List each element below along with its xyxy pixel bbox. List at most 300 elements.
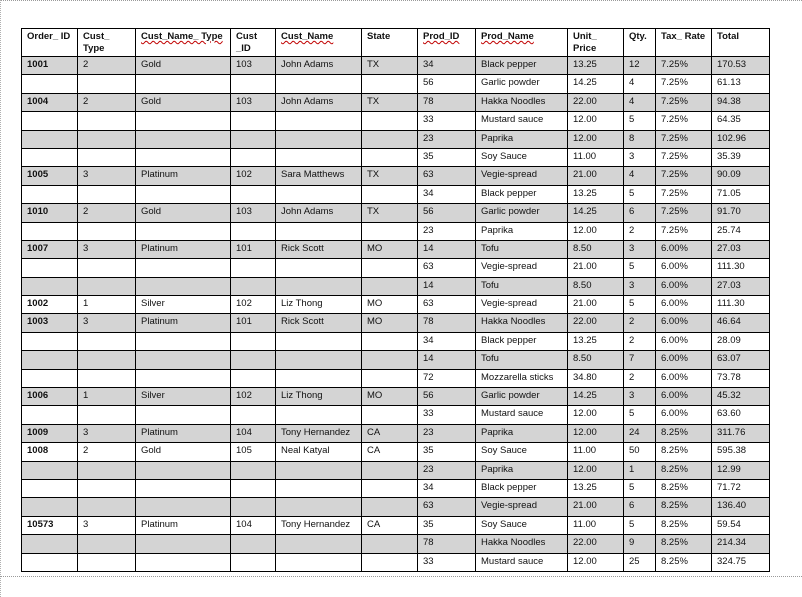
table-cell: 90.09	[712, 167, 770, 185]
table-row	[22, 369, 770, 387]
table-row	[22, 443, 770, 461]
table-cell: 63	[418, 296, 476, 314]
table-cell	[276, 185, 362, 203]
table-cell: 21.00	[568, 296, 624, 314]
table-cell: 35.39	[712, 148, 770, 166]
table-cell: 6.00%	[656, 406, 712, 424]
table-cell: 104	[231, 424, 276, 442]
table-cell: 3	[624, 277, 656, 295]
table-cell: 7.25%	[656, 148, 712, 166]
table-cell: 33	[418, 553, 476, 571]
table-row	[22, 259, 770, 277]
table-cell	[362, 461, 418, 479]
table-cell: 34	[418, 332, 476, 350]
table-cell	[362, 148, 418, 166]
table-row	[22, 461, 770, 479]
table-cell: Platinum	[136, 424, 231, 442]
table-cell: 23	[418, 222, 476, 240]
table-cell	[78, 277, 136, 295]
table-cell: MO	[362, 314, 418, 332]
table-cell: 103	[231, 204, 276, 222]
table-cell: 78	[418, 535, 476, 553]
table-cell: 45.32	[712, 388, 770, 406]
table-cell: 63.60	[712, 406, 770, 424]
page-top-border	[0, 0, 802, 1]
table-cell	[78, 130, 136, 148]
page-left-border	[0, 0, 1, 597]
table-cell: 2	[78, 204, 136, 222]
table-cell: 101	[231, 314, 276, 332]
table-cell: John Adams	[276, 57, 362, 75]
table-cell	[231, 351, 276, 369]
table-row	[22, 296, 770, 314]
table-cell	[136, 553, 231, 571]
table-cell: 12	[624, 57, 656, 75]
table-cell: Paprika	[476, 424, 568, 442]
table-cell: 59.54	[712, 516, 770, 534]
table-cell	[78, 332, 136, 350]
table-cell: 101	[231, 240, 276, 258]
table-cell: 11.00	[568, 148, 624, 166]
table-cell: Black pepper	[476, 185, 568, 203]
table-cell: 4	[624, 93, 656, 111]
table-row	[22, 148, 770, 166]
table-row	[22, 516, 770, 534]
table-cell: 9	[624, 535, 656, 553]
table-cell: 3	[78, 314, 136, 332]
table-cell: 102	[231, 167, 276, 185]
table-row	[22, 498, 770, 516]
table-cell: 3	[624, 148, 656, 166]
table-cell: 11.00	[568, 443, 624, 461]
table-cell	[22, 498, 78, 516]
table-cell: 6.00%	[656, 388, 712, 406]
table-cell: 1006	[22, 388, 78, 406]
table-cell: 13.25	[568, 185, 624, 203]
table-cell	[231, 148, 276, 166]
table-cell	[362, 259, 418, 277]
table-cell	[22, 185, 78, 203]
table-cell: 7	[624, 351, 656, 369]
table-cell	[362, 498, 418, 516]
table-cell	[362, 553, 418, 571]
table-cell: CA	[362, 516, 418, 534]
table-cell: Black pepper	[476, 332, 568, 350]
table-cell	[22, 535, 78, 553]
table-cell: Gold	[136, 204, 231, 222]
table-cell: Garlic powder	[476, 388, 568, 406]
table-cell: Soy Sauce	[476, 443, 568, 461]
table-cell: 5	[624, 259, 656, 277]
table-cell: 34	[418, 185, 476, 203]
table-cell	[362, 75, 418, 93]
table-cell	[22, 130, 78, 148]
table-cell: 8.25%	[656, 535, 712, 553]
table-cell	[231, 277, 276, 295]
table-cell: 12.00	[568, 222, 624, 240]
table-cell	[362, 277, 418, 295]
table-cell: 1	[624, 461, 656, 479]
table-cell: Mozzarella sticks	[476, 369, 568, 387]
table-cell: 35	[418, 516, 476, 534]
table-cell: TX	[362, 167, 418, 185]
table-row	[22, 204, 770, 222]
table-cell: 35	[418, 443, 476, 461]
table-cell	[276, 535, 362, 553]
table-cell: 34	[418, 57, 476, 75]
table-cell: 1001	[22, 57, 78, 75]
table-cell: 104	[231, 516, 276, 534]
table-cell: 6	[624, 204, 656, 222]
table-cell: 94.38	[712, 93, 770, 111]
table-cell	[276, 75, 362, 93]
table-cell: 7.25%	[656, 130, 712, 148]
table-cell	[231, 479, 276, 497]
table-cell: 1003	[22, 314, 78, 332]
table-cell: CA	[362, 424, 418, 442]
table-cell: 6.00%	[656, 369, 712, 387]
table-cell: 4	[624, 75, 656, 93]
table-cell: Tofu	[476, 240, 568, 258]
table-cell: 72	[418, 369, 476, 387]
table-cell: Tofu	[476, 277, 568, 295]
column-header: Cust_ Type	[78, 29, 136, 57]
table-cell: 14	[418, 240, 476, 258]
table-cell	[136, 277, 231, 295]
table-cell: Liz Thong	[276, 296, 362, 314]
table-cell: 25	[624, 553, 656, 571]
table-row	[22, 167, 770, 185]
table-row	[22, 240, 770, 258]
table-row	[22, 75, 770, 93]
table-cell	[22, 332, 78, 350]
table-cell: 63	[418, 259, 476, 277]
table-cell: Mustard sauce	[476, 553, 568, 571]
table-cell: Mustard sauce	[476, 406, 568, 424]
table-cell: Tony Hernandez	[276, 424, 362, 442]
table-cell: 21.00	[568, 259, 624, 277]
table-cell: 5	[624, 516, 656, 534]
table-cell	[136, 461, 231, 479]
table-cell: 12.00	[568, 112, 624, 130]
table-cell: 7.25%	[656, 167, 712, 185]
table-cell: 14	[418, 277, 476, 295]
table-cell: 12.00	[568, 406, 624, 424]
table-cell: 6.00%	[656, 259, 712, 277]
table-cell: Hakka Noodles	[476, 314, 568, 332]
table-cell	[78, 461, 136, 479]
table-cell: Tony Hernandez	[276, 516, 362, 534]
table-cell: 2	[78, 443, 136, 461]
table-cell: Soy Sauce	[476, 148, 568, 166]
table-cell	[362, 369, 418, 387]
table-cell: 8.25%	[656, 498, 712, 516]
table-cell: 14.25	[568, 75, 624, 93]
table-cell: John Adams	[276, 93, 362, 111]
table-cell	[276, 406, 362, 424]
table-cell: 28.09	[712, 332, 770, 350]
table-cell: 6	[624, 498, 656, 516]
table-cell: 11.00	[568, 516, 624, 534]
table-cell: 3	[78, 240, 136, 258]
table-cell	[136, 75, 231, 93]
column-header: Total	[712, 29, 770, 57]
table-cell: Sara Matthews	[276, 167, 362, 185]
table-cell: Neal Katyal	[276, 443, 362, 461]
table-cell: 8.50	[568, 351, 624, 369]
table-cell	[22, 112, 78, 130]
table-cell: 102.96	[712, 130, 770, 148]
table-cell: 34	[418, 479, 476, 497]
table-cell: 6.00%	[656, 351, 712, 369]
table-row	[22, 535, 770, 553]
table-cell	[22, 75, 78, 93]
table-row	[22, 130, 770, 148]
table-cell: TX	[362, 204, 418, 222]
table-cell: 8.50	[568, 240, 624, 258]
page-bottom-border	[0, 576, 802, 577]
table-cell: 1002	[22, 296, 78, 314]
table-cell: 22.00	[568, 535, 624, 553]
table-cell	[231, 498, 276, 516]
table-cell: 5	[624, 185, 656, 203]
table-cell	[276, 369, 362, 387]
column-header: Cust_Name_ Type	[136, 29, 231, 57]
table-cell	[362, 535, 418, 553]
table-cell: Platinum	[136, 167, 231, 185]
orders-table	[21, 28, 770, 572]
table-cell: Silver	[136, 388, 231, 406]
table-cell	[78, 148, 136, 166]
table-cell: Platinum	[136, 240, 231, 258]
column-header: Unit_ Price	[568, 29, 624, 57]
table-cell: 3	[78, 424, 136, 442]
table-cell: 8.25%	[656, 424, 712, 442]
table-cell	[231, 461, 276, 479]
table-cell: 64.35	[712, 112, 770, 130]
column-header: State	[362, 29, 418, 57]
table-cell: 7.25%	[656, 75, 712, 93]
table-cell	[78, 75, 136, 93]
table-cell	[276, 148, 362, 166]
column-header: Prod_Name	[476, 29, 568, 57]
table-cell: Rick Scott	[276, 240, 362, 258]
table-cell: Hakka Noodles	[476, 535, 568, 553]
table-cell	[78, 406, 136, 424]
table-cell: 136.40	[712, 498, 770, 516]
table-cell	[362, 130, 418, 148]
table-cell: 14	[418, 351, 476, 369]
table-cell: 73.78	[712, 369, 770, 387]
table-cell: 5	[624, 479, 656, 497]
table-row	[22, 222, 770, 240]
table-cell: 71.72	[712, 479, 770, 497]
table-cell: 2	[78, 93, 136, 111]
table-cell: 91.70	[712, 204, 770, 222]
table-cell: 5	[624, 296, 656, 314]
table-cell	[136, 332, 231, 350]
table-cell	[276, 277, 362, 295]
table-cell: 3	[78, 167, 136, 185]
table-cell: 22.00	[568, 93, 624, 111]
table-cell: 8.25%	[656, 443, 712, 461]
table-cell: 35	[418, 148, 476, 166]
table-cell: 7.25%	[656, 185, 712, 203]
table-row	[22, 93, 770, 111]
table-cell	[78, 535, 136, 553]
table-cell	[136, 222, 231, 240]
table-cell: 8	[624, 130, 656, 148]
table-cell: Paprika	[476, 461, 568, 479]
table-cell: 8.50	[568, 277, 624, 295]
table-cell	[136, 535, 231, 553]
table-cell: Rick Scott	[276, 314, 362, 332]
table-cell	[231, 406, 276, 424]
table-cell	[362, 332, 418, 350]
table-cell: 78	[418, 314, 476, 332]
table-cell: Paprika	[476, 130, 568, 148]
table-cell: 27.03	[712, 277, 770, 295]
table-cell: 12.99	[712, 461, 770, 479]
table-cell	[136, 259, 231, 277]
table-cell: 78	[418, 93, 476, 111]
table-cell	[78, 222, 136, 240]
table-row	[22, 314, 770, 332]
table-cell	[136, 148, 231, 166]
column-header: Tax_ Rate	[656, 29, 712, 57]
table-cell: Silver	[136, 296, 231, 314]
table-cell: 102	[231, 388, 276, 406]
table-cell	[22, 369, 78, 387]
table-cell: Paprika	[476, 222, 568, 240]
table-cell: Platinum	[136, 314, 231, 332]
table-cell	[136, 406, 231, 424]
table-cell	[362, 222, 418, 240]
table-cell	[136, 185, 231, 203]
table-cell: 33	[418, 112, 476, 130]
table-cell	[22, 351, 78, 369]
table-cell	[231, 75, 276, 93]
table-row	[22, 406, 770, 424]
table-cell: MO	[362, 240, 418, 258]
table-cell	[22, 277, 78, 295]
table-cell: Gold	[136, 443, 231, 461]
table-cell	[231, 259, 276, 277]
table-cell: Hakka Noodles	[476, 93, 568, 111]
table-cell: Tofu	[476, 351, 568, 369]
table-cell	[231, 369, 276, 387]
table-cell: 2	[624, 314, 656, 332]
table-cell: 63	[418, 498, 476, 516]
table-cell: 7.25%	[656, 93, 712, 111]
table-cell: 5	[624, 406, 656, 424]
table-cell: 63.07	[712, 351, 770, 369]
table-cell	[362, 479, 418, 497]
table-cell	[231, 185, 276, 203]
table-cell	[231, 112, 276, 130]
table-cell: 12.00	[568, 461, 624, 479]
table-row	[22, 479, 770, 497]
table-cell: MO	[362, 296, 418, 314]
table-cell: 71.05	[712, 185, 770, 203]
table-cell	[276, 112, 362, 130]
table-cell	[136, 498, 231, 516]
table-cell: 7.25%	[656, 57, 712, 75]
table-cell	[22, 148, 78, 166]
table-cell: 23	[418, 424, 476, 442]
table-cell: Black pepper	[476, 57, 568, 75]
table-cell: 33	[418, 406, 476, 424]
table-cell: 23	[418, 130, 476, 148]
table-cell: 1007	[22, 240, 78, 258]
table-cell	[231, 553, 276, 571]
table-cell: 4	[624, 167, 656, 185]
table-cell	[78, 553, 136, 571]
table-cell	[231, 332, 276, 350]
table-cell: Vegie-spread	[476, 259, 568, 277]
table-cell	[136, 130, 231, 148]
table-cell	[276, 479, 362, 497]
table-cell: 1009	[22, 424, 78, 442]
table-cell: John Adams	[276, 204, 362, 222]
table-cell: 50	[624, 443, 656, 461]
table-cell: 595.38	[712, 443, 770, 461]
table-cell: 14.25	[568, 204, 624, 222]
table-cell	[276, 351, 362, 369]
table-cell: 1004	[22, 93, 78, 111]
table-cell: Vegie-spread	[476, 296, 568, 314]
table-cell	[78, 185, 136, 203]
column-header: Cust _ID	[231, 29, 276, 57]
table-cell: 1	[78, 388, 136, 406]
table-cell: 103	[231, 93, 276, 111]
table-cell: 12.00	[568, 553, 624, 571]
table-cell: 1	[78, 296, 136, 314]
table-cell: 111.30	[712, 296, 770, 314]
table-cell: Soy Sauce	[476, 516, 568, 534]
table-body	[22, 57, 770, 572]
table-cell: 56	[418, 204, 476, 222]
table-cell	[276, 553, 362, 571]
table-cell: Vegie-spread	[476, 498, 568, 516]
table-cell: Garlic powder	[476, 75, 568, 93]
table-cell: 3	[624, 240, 656, 258]
table-cell	[78, 351, 136, 369]
table-cell	[231, 222, 276, 240]
table-cell: 1008	[22, 443, 78, 461]
table-cell	[231, 130, 276, 148]
table-cell	[78, 479, 136, 497]
table-cell: 6.00%	[656, 314, 712, 332]
table-cell: 13.25	[568, 479, 624, 497]
table-cell: 111.30	[712, 259, 770, 277]
table-cell	[276, 332, 362, 350]
table-cell	[136, 112, 231, 130]
table-cell	[136, 351, 231, 369]
table-row	[22, 424, 770, 442]
table-cell: TX	[362, 93, 418, 111]
table-cell: 63	[418, 167, 476, 185]
table-cell: 102	[231, 296, 276, 314]
table-cell: 34.80	[568, 369, 624, 387]
table-cell: 21.00	[568, 498, 624, 516]
table-cell	[136, 479, 231, 497]
table-cell	[78, 498, 136, 516]
table-cell: 103	[231, 57, 276, 75]
table-row	[22, 351, 770, 369]
table-cell: Mustard sauce	[476, 112, 568, 130]
table-cell: Garlic powder	[476, 204, 568, 222]
